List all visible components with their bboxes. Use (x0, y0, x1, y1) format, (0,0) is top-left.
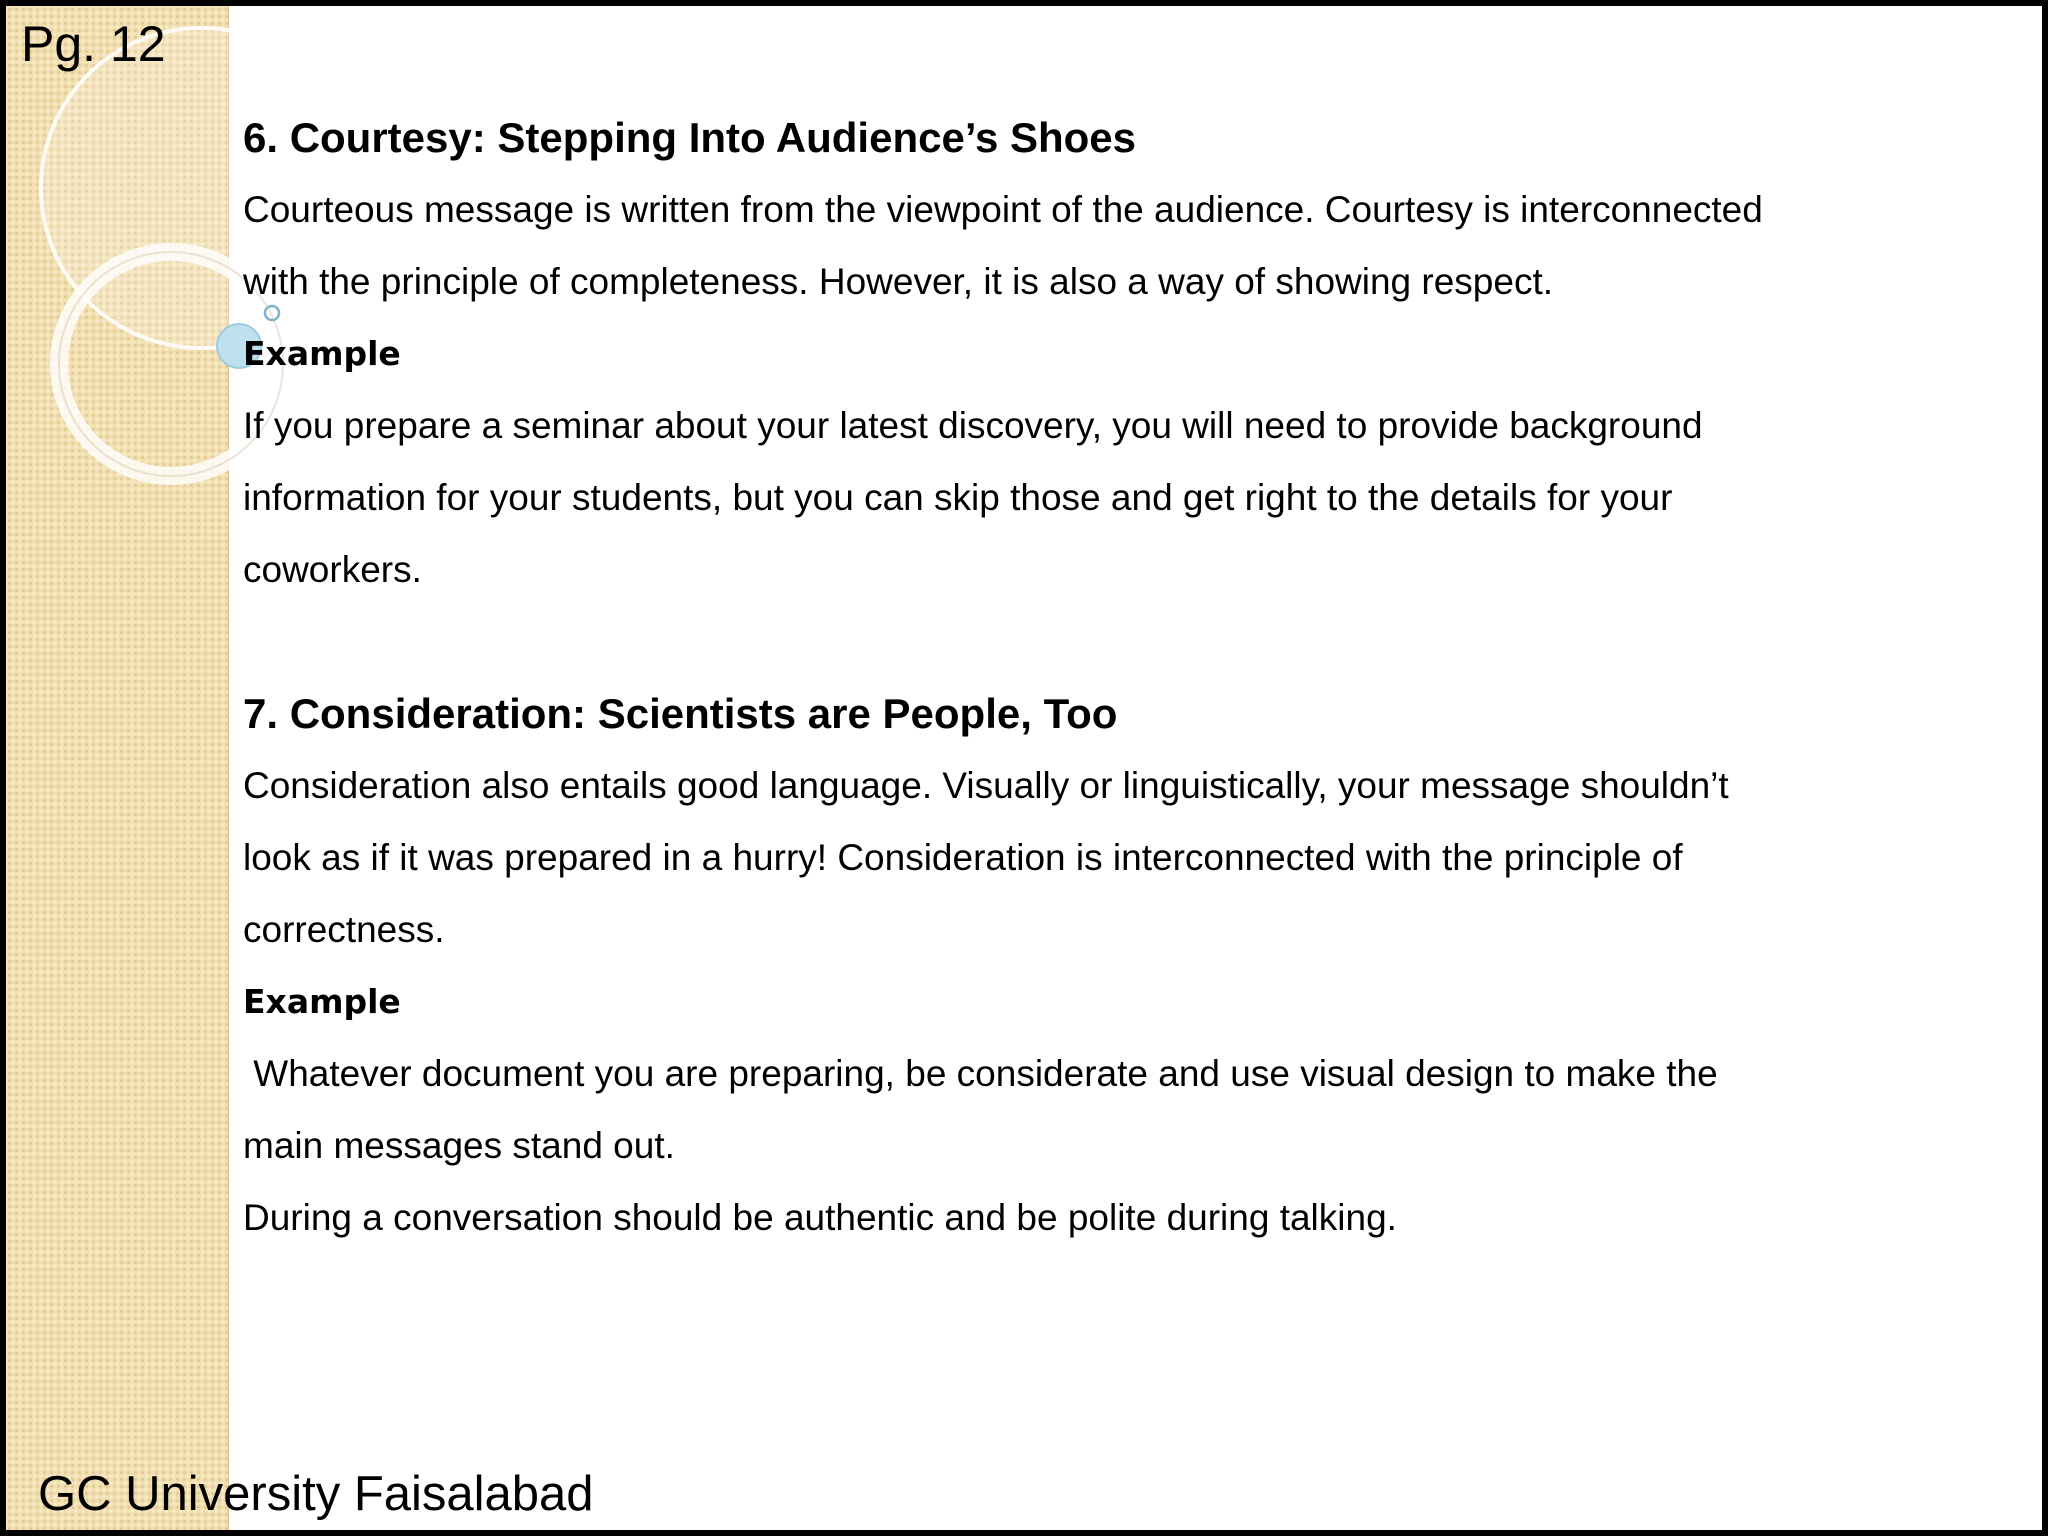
body-line: Courteous message is written from the viewpoint of the audience. Courtesy is interconnected (243, 189, 1763, 230)
example-line: information for your students, but you can skip those and get right to the details for your (243, 477, 1673, 518)
section-heading-courtesy: 6. Courtesy: Stepping Into Audience’s Shoes (243, 114, 1137, 161)
example-line: Whatever document you are preparing, be considerate and use visual design to make the (243, 1053, 1718, 1094)
body-line: with the principle of completeness. However, it is also a way of showing respect. (243, 261, 1554, 302)
slide-content (243, 102, 1903, 1254)
example-label: Example (243, 982, 401, 1021)
section-heading-consideration: 7. Consideration: Scientists are People, Too (243, 690, 1118, 737)
example-line: coworkers. (243, 549, 422, 590)
footer-institution: GC University Faisalabad (38, 1467, 594, 1521)
example-line: During a conversation should be authentic and be polite during talking. (243, 1197, 1397, 1238)
example-label: Example (243, 334, 401, 373)
example-line: If you prepare a seminar about your latest discovery, you will need to provide background (243, 405, 1703, 446)
body-line: Consideration also entails good language. Visually or linguistically, your message shouldn’t (243, 765, 1729, 806)
example-line: main messages stand out. (243, 1125, 675, 1166)
body-line: correctness. (243, 909, 445, 950)
page-number: Pg. 12 (21, 16, 166, 72)
section-gap (243, 606, 1903, 678)
body-line: look as if it was prepared in a hurry! Consideration is interconnected with the principle of (243, 837, 1683, 878)
